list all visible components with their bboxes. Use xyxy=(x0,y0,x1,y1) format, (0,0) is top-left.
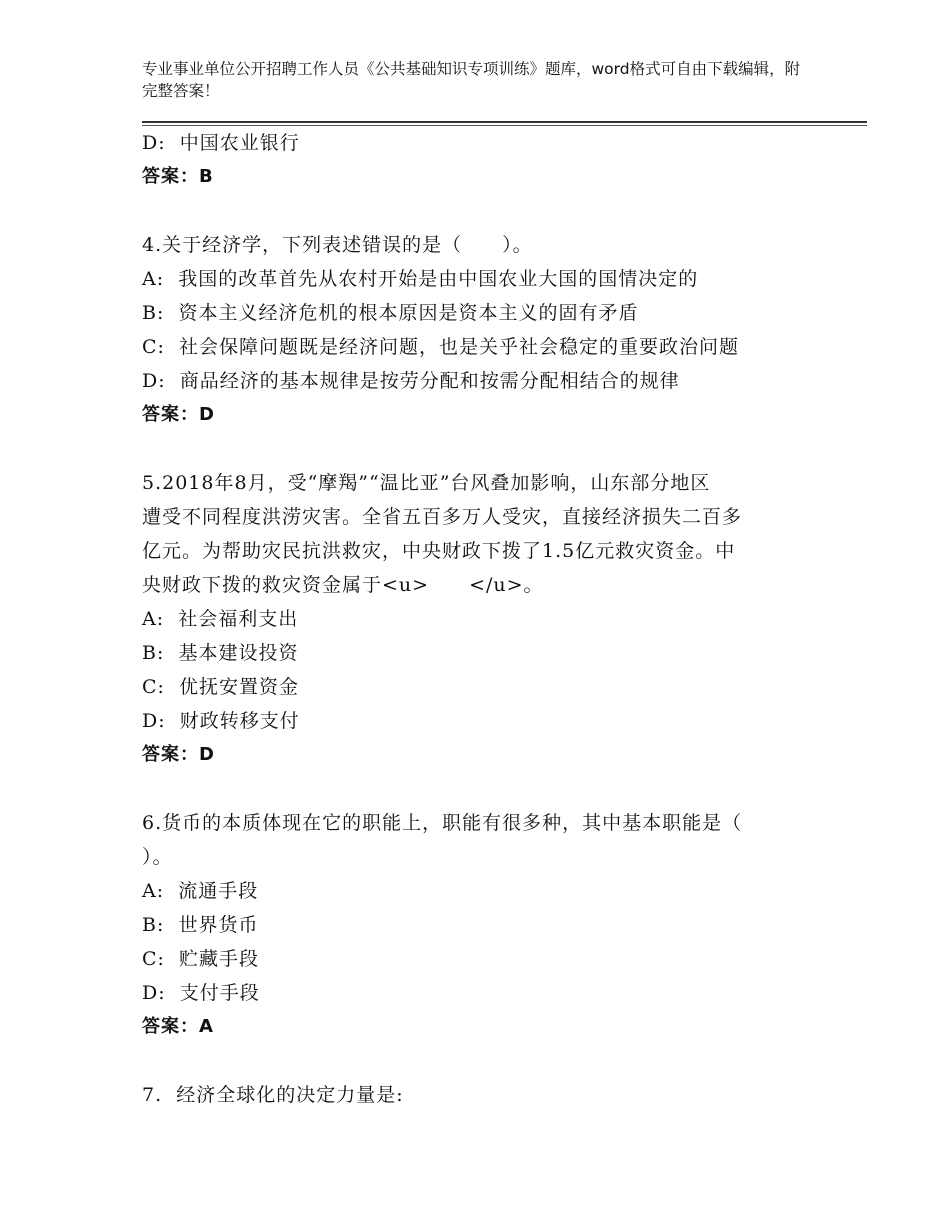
q6-stem-line-1: 6.货币的本质体现在它的职能上，职能有很多种，其中基本职能是（ xyxy=(142,812,743,834)
q3-answer: 答案：B xyxy=(142,166,214,187)
q5-stem-line-3: 亿元。为帮助灾民抗洪救灾，中央财政下拨了1.5亿元救灾资金。中 xyxy=(142,540,736,562)
question-content xyxy=(142,126,812,1112)
q6-option-a: A: 流通手段 xyxy=(142,880,259,902)
page-header: 专业事业单位公开招聘工作人员《公共基础知识专项训练》题库，word格式可自由下载编辑，附完整答案！ xyxy=(142,60,801,100)
q6-option-c: C: 贮藏手段 xyxy=(142,948,260,970)
q4-option-a: A: 我国的改革首先从农村开始是由中国农业大国的国情决定的 xyxy=(142,268,699,290)
q6-answer: 答案：A xyxy=(142,1016,214,1037)
q5-option-b: B: 基本建设投资 xyxy=(142,642,299,664)
q6-option-d: D: 支付手段 xyxy=(142,982,260,1004)
q5-option-a: A: 社会福利支出 xyxy=(142,608,299,630)
q4-option-d: D: 商品经济的基本规律是按劳分配和按需分配相结合的规律 xyxy=(142,370,680,392)
q6-stem-line-2: ）。 xyxy=(142,846,173,868)
q4-stem: 4.关于经济学，下列表述错误的是（ ）。 xyxy=(142,234,533,256)
q5-answer: 答案：D xyxy=(142,744,215,765)
q3-option-d: D: 中国农业银行 xyxy=(142,132,300,154)
q4-option-b: B: 资本主义经济危机的根本原因是资本主义的固有矛盾 xyxy=(142,302,639,324)
q5-option-c: C: 优抚安置资金 xyxy=(142,676,300,698)
q5-stem-line-1: 5.2018年8月，受“摩羯”“温比亚”台风叠加影响，山东部分地区 xyxy=(142,472,711,494)
q5-stem-line-4: 央财政下拨的救灾资金属于<u> </u>。 xyxy=(142,574,544,596)
header-divider xyxy=(142,121,867,123)
q4-answer: 答案：D xyxy=(142,404,215,425)
q4-option-c: C: 社会保障问题既是经济问题，也是关乎社会稳定的重要政治问题 xyxy=(142,336,740,358)
q6-option-b: B: 世界货币 xyxy=(142,914,259,936)
q5-stem-line-2: 遭受不同程度洪涝灾害。全省五百多万人受灾，直接经济损失二百多 xyxy=(142,506,743,528)
q5-option-d: D: 财政转移支付 xyxy=(142,710,300,732)
q7-stem: 7. 经济全球化的决定力量是: xyxy=(142,1084,404,1106)
